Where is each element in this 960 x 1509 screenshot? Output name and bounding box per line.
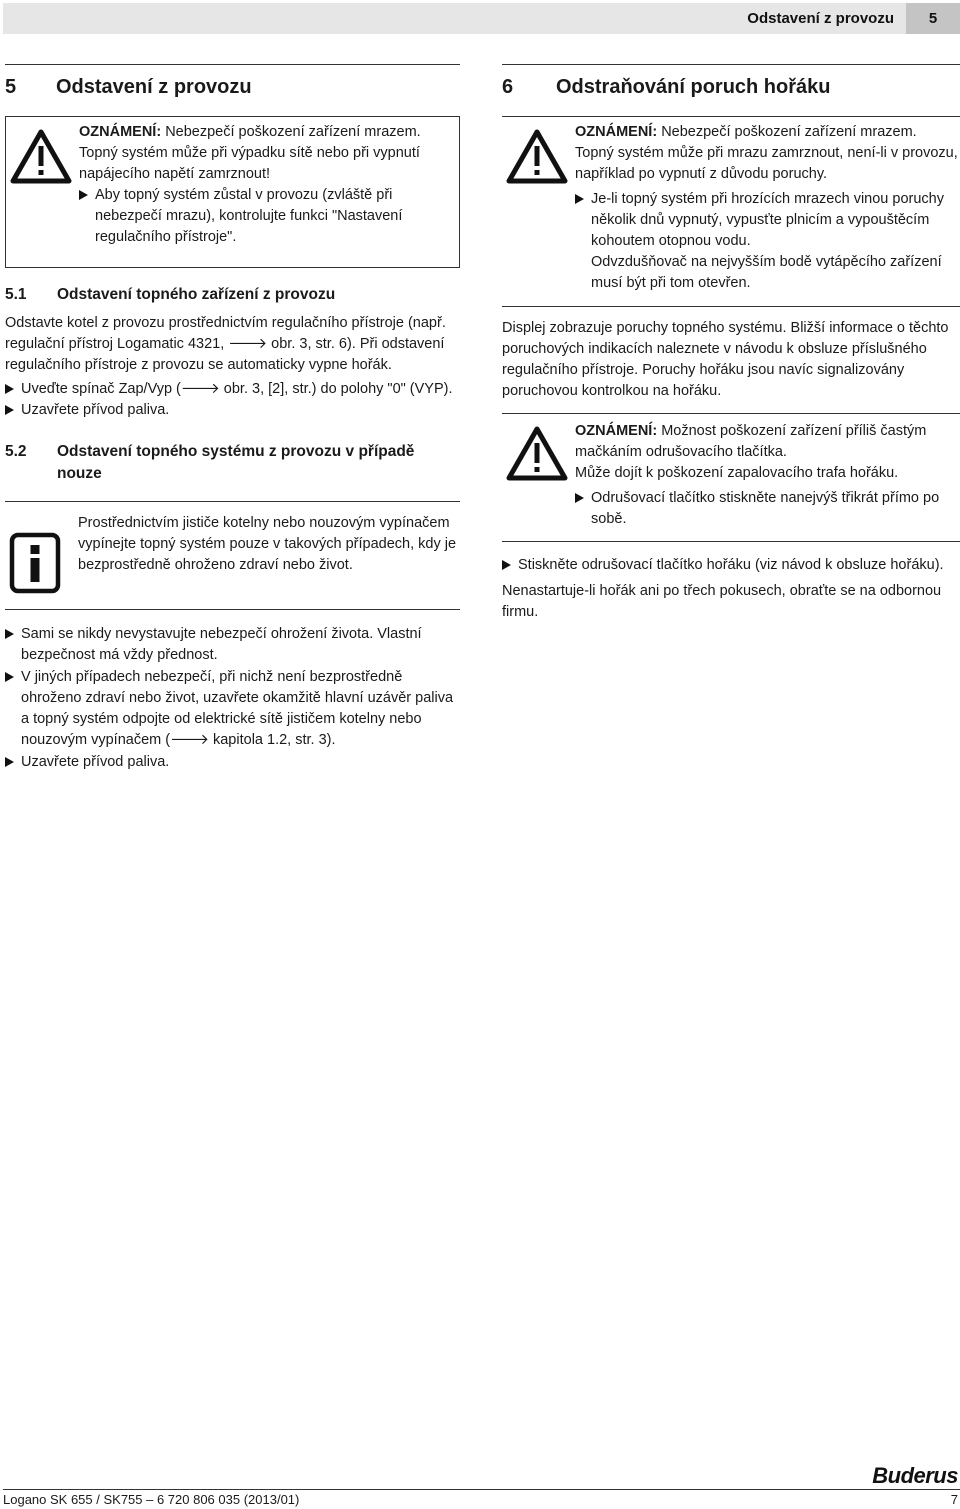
repeat-failure-paragraph: Nenastartuje-li hořák ani po třech pokusech, obraťte se na odbornou firmu.: [502, 583, 942, 620]
notice-bullet: Je-li topný systém při hrozících mrazech vinou poruchy několik dnů vypnutý, vypusťte plnicím a vypouštěcím kohoutem otopnou vodu.: [575, 189, 960, 252]
notice-label: OZNÁMENÍ:: [575, 124, 658, 140]
bullet-item: Uzavřete přívod paliva.: [5, 752, 460, 773]
bullet-arrow-icon: [5, 405, 14, 415]
chapter-heading-6: [502, 65, 960, 101]
page-number: 7: [950, 1492, 958, 1507]
bullet-arrow-icon: [79, 190, 88, 200]
running-header-title: Odstavení z provozu: [747, 10, 894, 27]
section-5-1-paragraph: Odstavte kotel z provozu prostřednictvím regulačního přístroje (např. regulační přístroj Logamatic 4321, 🡒 obr. 3, str. 6). Při odstavení regulačního přístroje z provozu se automaticky vypne hořák.: [5, 315, 446, 373]
bullet-arrow-icon: [502, 560, 511, 570]
bullet-item: Uveďte spínač Zap/Vyp (🡒 obr. 3, [2], str.) do polohy "0" (VYP).: [5, 379, 460, 400]
section-heading-5-1: [5, 284, 460, 306]
section-number: 5.2: [5, 443, 27, 460]
notice-title: Nebezpečí poškození zařízení mrazem.: [161, 124, 421, 140]
notice-text: Topný systém může při mrazu zamrznout, není-li v provozu, například po vypnutí z důvodu poruchy.: [575, 145, 958, 182]
frost-warning-box: [5, 116, 460, 268]
bullet-item: Stiskněte odrušovací tlačítko hořáku (viz návod k obsluze hořáku).: [502, 555, 960, 576]
chapter-title: Odstraňování poruch hořáku: [556, 76, 831, 98]
warning-triangle-icon: [506, 129, 568, 185]
section-number: 5.1: [5, 286, 27, 303]
notice-label: OZNÁMENÍ:: [79, 124, 162, 140]
info-icon: [9, 532, 61, 594]
buderus-logo: Buderus: [872, 1463, 958, 1488]
bullet-arrow-icon: [575, 194, 584, 204]
fault-display-paragraph: Displej zobrazuje poruchy topného systému. Bližší informace o těchto poruchových indikacích naleznete v návodu k obsluze příslušného regulačního přístroje. Poruchy hořáku jsou navíc signalizovány poruchovou kontrolkou na hořáku.: [502, 320, 949, 399]
frost-warning-box: [502, 116, 960, 307]
notice-text: Topný systém může při výpadku sítě nebo při vypnutí napájecího napětí zamrznout!: [79, 145, 420, 182]
info-box: [5, 501, 460, 610]
left-column: [5, 64, 460, 773]
bullet-arrow-icon: [575, 493, 584, 503]
bullet-arrow-icon: [5, 757, 14, 767]
notice-text: Může dojít k poškození zapalovacího trafa hořáku.: [575, 465, 899, 481]
chapter-title: Odstavení z provozu: [56, 76, 252, 98]
reset-warning-box: [502, 413, 960, 542]
warning-triangle-icon: [10, 129, 72, 185]
notice-bullet: Aby topný systém zůstal v provozu (zvláště při nebezpečí mrazu), kontrolujte funkci "Nastavení regulačního přístroje".: [79, 185, 459, 248]
notice-title: Nebezpečí poškození zařízení mrazem.: [657, 124, 917, 140]
notice-label: OZNÁMENÍ:: [575, 423, 658, 439]
bullet-item: V jiných případech nebezpečí, při nichž není bezprostředně ohroženo zdraví nebo život, uzavřete okamžitě hlavní uzávěr paliva a topný systém odpojte od elektrické sítě jističem kotelny nebo nouzovým vypínačem (🡒 kapitola 1.2, str. 3).: [5, 667, 460, 751]
warning-triangle-icon: [506, 426, 568, 482]
bullet-arrow-icon: [5, 672, 14, 682]
section-title: Odstavení topného systému z provozu v případě nouze: [57, 443, 415, 482]
chapter-number: 5: [5, 76, 17, 98]
chapter-heading-5: [5, 65, 460, 101]
bullet-item: Sami se nikdy nevystavujte nebezpečí ohrožení života. Vlastní bezpečnost má vždy přednost.: [5, 624, 460, 666]
section-heading-5-2: [5, 441, 460, 485]
right-column: [502, 64, 960, 623]
footer-document-id: Logano SK 655 / SK755 – 6 720 806 035 (2013/01): [3, 1492, 300, 1507]
notice-bullet: Odrušovací tlačítko stiskněte nanejvýš třikrát přímo po sobě.: [575, 488, 960, 530]
notice-title: Možnost poškození zařízení příliš častým mačkáním odrušovacího tlačítka.: [575, 423, 927, 460]
section-title: Odstavení topného zařízení z provozu: [57, 286, 336, 303]
bullet-arrow-icon: [5, 384, 14, 394]
bullet-arrow-icon: [5, 629, 14, 639]
info-text: Prostřednictvím jističe kotelny nebo nouzovým vypínačem vypínejte topný systém pouze v takových případech, kdy je bezprostředně ohroženo zdraví nebo život.: [78, 515, 457, 573]
bullet-item: Uzavřete přívod paliva.: [5, 400, 460, 421]
notice-bullet-continuation: Odvzdušňovač na nejvyšším bodě vytápěcího zařízení musí být při tom otevřen.: [591, 254, 942, 291]
running-header-chapter: 5: [906, 3, 960, 34]
chapter-number: 6: [502, 76, 514, 98]
